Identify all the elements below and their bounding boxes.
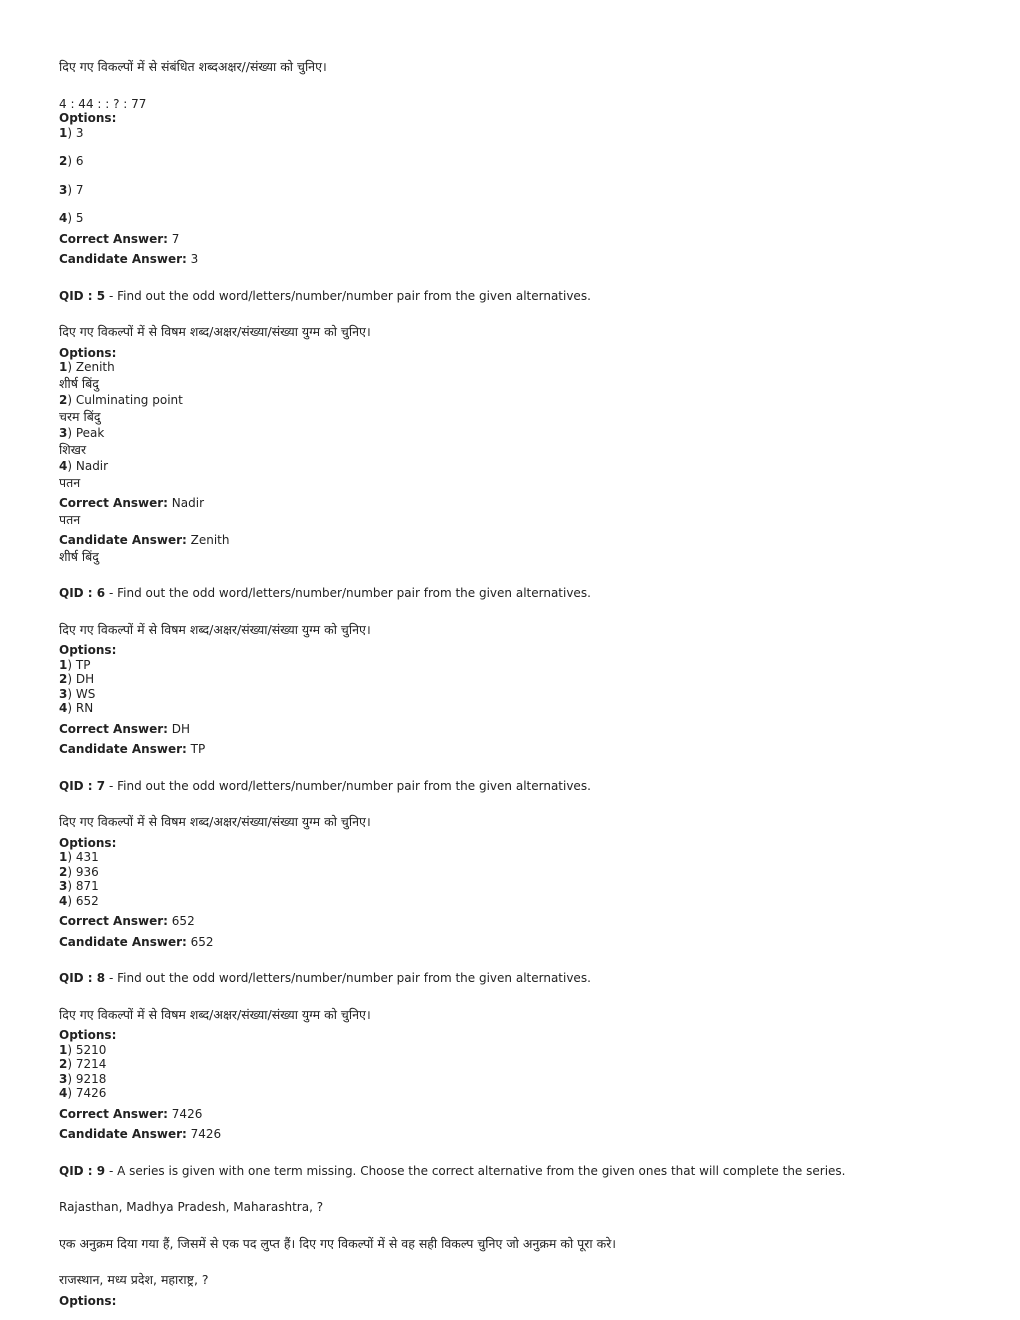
q6-options-label: Options: xyxy=(59,643,117,657)
q5-hindi: दिए गए विकल्पों में से विषम शब्द/अक्षर/संख्या/संख्या युग्म को चुनिए। xyxy=(59,324,371,339)
option-item: 3) 871 xyxy=(59,879,99,893)
q4-correct-answer: Correct Answer: 7 xyxy=(59,231,180,246)
option-item: 3) 9218 xyxy=(59,1071,107,1086)
option-item: 3) WS xyxy=(59,686,96,701)
q8-correct-answer: Correct Answer: 7426 xyxy=(59,1106,203,1121)
q5-candidate-hindi: शीर्ष बिंदु xyxy=(59,548,99,564)
option-item: 1) Zenith xyxy=(59,360,115,374)
option-item: 2) Culminating point xyxy=(59,393,183,407)
option-item: 1) 5210 xyxy=(59,1042,107,1057)
q5-options-label: Options: xyxy=(59,345,117,360)
option-item: 4) 652 xyxy=(59,893,99,908)
q4-expression: 4 : 44 : : ? : 77 xyxy=(59,96,147,111)
q7-candidate-answer: Candidate Answer: 652 xyxy=(59,934,214,949)
option-item: 2) 936 xyxy=(59,864,99,879)
q9-series: Rajasthan, Madhya Pradesh, Maharashtra, ? xyxy=(59,1200,324,1214)
q5-correct-answer: Correct Answer: Nadir xyxy=(59,496,205,510)
option-item: 4) 5 xyxy=(59,211,84,225)
q8-candidate-answer: Candidate Answer: 7426 xyxy=(59,1127,222,1141)
q5-question: QID : 5 - Find out the odd word/letters/number/number pair from the given alternatives. xyxy=(59,288,591,303)
option-item: 1) 3 xyxy=(59,125,84,140)
option-item: 4) 7426 xyxy=(59,1086,107,1100)
q6-question: QID : 6 - Find out the odd word/letters/number/number pair from the given alternatives. xyxy=(59,586,591,600)
option-item: 4) Nadir xyxy=(59,459,109,473)
option-item: 1) TP xyxy=(59,657,91,672)
q5-correct-hindi: पतन xyxy=(59,511,81,527)
q6-correct-answer: Correct Answer: DH xyxy=(59,721,191,736)
q7-hindi: दिए गए विकल्पों में से विषम शब्द/अक्षर/संख्या/संख्या युग्म को चुनिए। xyxy=(59,814,371,829)
q7-question: QID : 7 - Find out the odd word/letters/number/number pair from the given alternatives. xyxy=(59,778,591,793)
option-item: 1) 431 xyxy=(59,850,99,864)
q9-options-label: Options: xyxy=(59,1293,117,1308)
q6-hindi: दिए गए विकल्पों में से विषम शब्द/अक्षर/संख्या/संख्या युग्म को चुनिए। xyxy=(59,621,371,637)
option-item: 3) Peak xyxy=(59,426,105,440)
q7-correct-answer: Correct Answer: 652 xyxy=(59,914,195,928)
option-item: 4) RN xyxy=(59,701,94,715)
q9-question: QID : 9 - A series is given with one term missing. Choose the correct alternative from the given ones that will complete the series. xyxy=(59,1163,846,1178)
q8-question: QID : 8 - Find out the odd word/letters/number/number pair from the given alternatives. xyxy=(59,971,591,985)
document-page xyxy=(59,60,959,1308)
option-item: 2) DH xyxy=(59,672,95,686)
q8-options-label: Options: xyxy=(59,1028,117,1042)
q4-candidate-answer: Candidate Answer: 3 xyxy=(59,252,199,266)
q4-hindi: दिए गए विकल्पों में से संबंधित शब्दअक्षर//संख्या को चुनिए। xyxy=(59,59,327,74)
q8-hindi: दिए गए विकल्पों में से विषम शब्द/अक्षर/संख्या/संख्या युग्म को चुनिए। xyxy=(59,1006,371,1022)
option-item: 2) 6 xyxy=(59,154,84,168)
option-hindi: शिखर xyxy=(59,441,87,457)
option-item: 2) 7214 xyxy=(59,1057,107,1071)
q7-options-label: Options: xyxy=(59,835,117,850)
q6-candidate-answer: Candidate Answer: TP xyxy=(59,742,206,756)
option-hindi: शीर्ष बिंदु xyxy=(59,375,99,391)
q9-series-hindi: राजस्थान, मध्य प्रदेश, महाराष्ट्र, ? xyxy=(59,1272,209,1287)
q9-hindi: एक अनुक्रम दिया गया हैं, जिसमें से एक पद लुप्त हैं। दिए गए विकल्पों में से वह सही विकल्प चुनिए जो अनुक्रम को पूरा करे। xyxy=(59,1235,617,1251)
q4-options-label: Options: xyxy=(59,111,117,125)
option-hindi: चरम बिंदु xyxy=(59,408,101,424)
option-item: 3) 7 xyxy=(59,182,84,197)
q5-candidate-answer: Candidate Answer: Zenith xyxy=(59,533,230,547)
option-hindi: पतन xyxy=(59,474,81,490)
